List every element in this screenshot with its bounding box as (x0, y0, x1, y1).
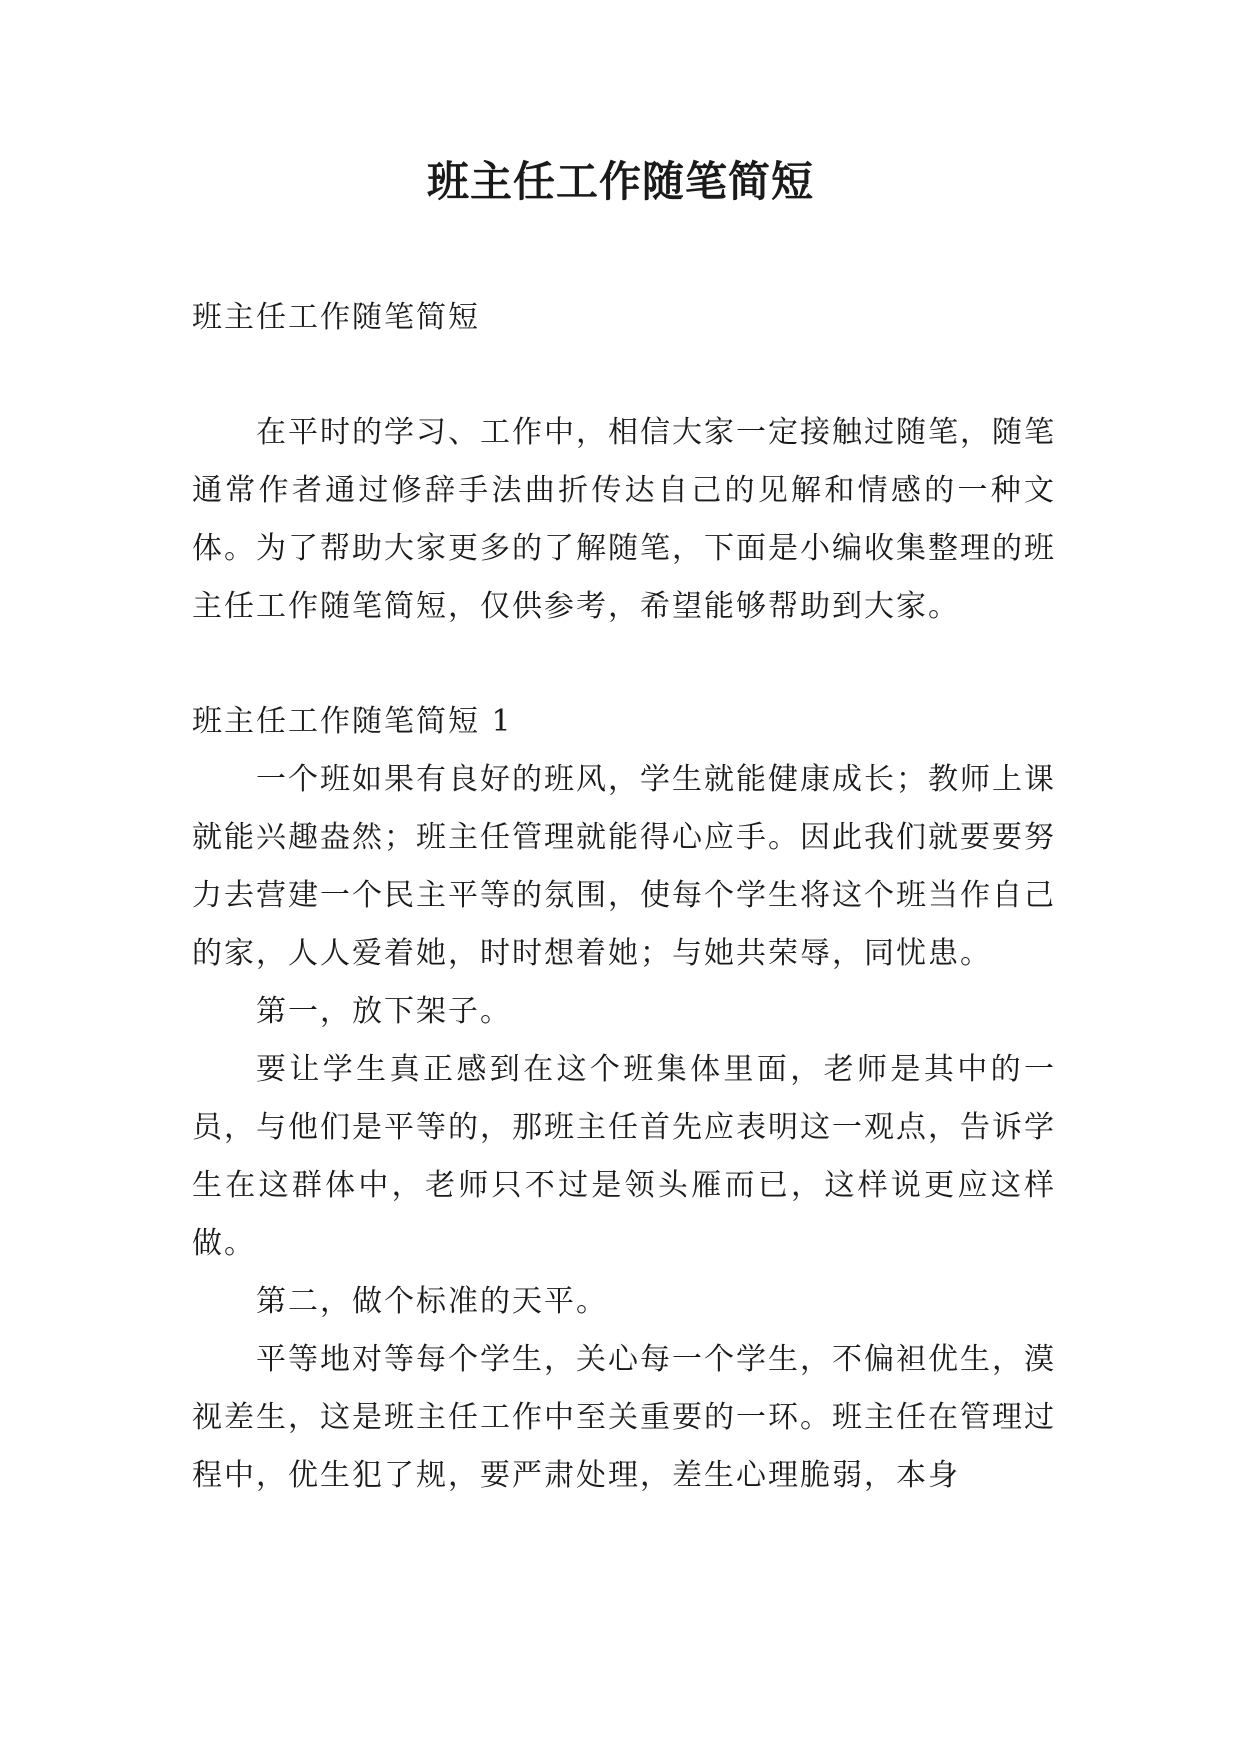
point-heading-2: 第二，做个标准的天平。 (256, 1284, 608, 1319)
section-heading: 班主任工作随笔简短 1 (192, 704, 513, 739)
body-paragraph: 平等地对等每个学生，关心每一个学生，不偏袒优生，漠视差生，这是班主任工作中至关重要的一环。班主任在管理过程中，优生犯了规，要严肃处理，差生心理脆弱，本身 (192, 1342, 1056, 1493)
spacer (192, 347, 1056, 404)
point-heading-1: 第一，放下架子。 (256, 994, 512, 1029)
document-subtitle: 班主任工作随笔简短 (192, 300, 480, 335)
document-body (192, 289, 1056, 1505)
intro-paragraph: 在平时的学习、工作中，相信大家一定接触过随笔，随笔通常作者通过修辞手法曲折传达自己的见解和情感的一种文体。为了帮助大家更多的了解随笔，下面是小编收集整理的班主任工作随笔简短，仅供参考，希望能够帮助到大家。 (192, 415, 1056, 624)
spacer (192, 636, 1056, 693)
body-paragraph: 要让学生真正感到在这个班集体里面，老师是其中的一员，与他们是平等的，那班主任首先应表明这一观点，告诉学生在这群体中，老师只不过是领头雁而已，这样说更应这样做。 (192, 1052, 1056, 1261)
body-paragraph: 一个班如果有良好的班风，学生就能健康成长；教师上课就能兴趣盎然；班主任管理就能得心应手。因此我们就要要努力去营建一个民主平等的氛围，使每个学生将这个班当作自己的家，人人爱着她，时时想着她；与她共荣辱，同忧患。 (192, 762, 1056, 971)
document-title: 班主任工作随笔简短 (426, 157, 814, 206)
